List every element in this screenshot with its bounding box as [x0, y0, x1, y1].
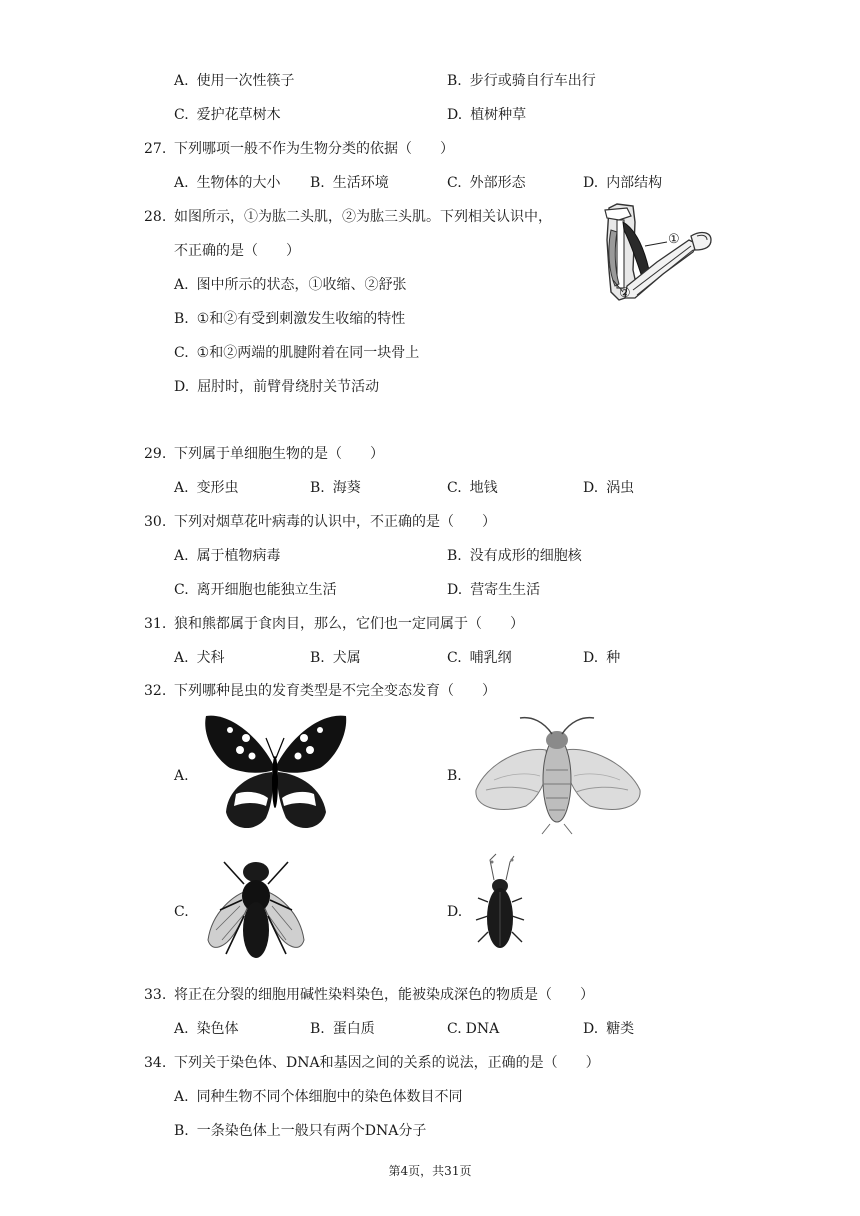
q34-option-b: B. 一条染色体上一般只有两个DNA分子: [174, 1123, 427, 1139]
q30-option-b: B. 没有成形的细胞核: [447, 548, 582, 564]
fly-image: [200, 850, 312, 968]
q31-option-b: B. 犬属: [310, 650, 361, 666]
q31-option-c: C. 哺乳纲: [447, 650, 512, 666]
q31-option-d: D. 种: [583, 650, 621, 666]
q30-option-c: C. 离开细胞也能独立生活: [174, 582, 337, 598]
q28-number: 28.: [144, 209, 167, 225]
q26-option-b: B. 步行或骑自行车出行: [447, 73, 596, 89]
q28-option-b: B. ①和②有受到刺激发生收缩的特性: [174, 311, 406, 327]
q29-option-a: A. 变形虫: [174, 480, 239, 496]
q33-option-d: D. 糖类: [583, 1021, 635, 1037]
page-footer: 第4页，共31页: [388, 1164, 472, 1178]
q27-text: 下列哪项一般不作为生物分类的依据（ ）: [174, 141, 454, 157]
arm-muscle-figure: [597, 200, 715, 306]
q32-number: 32.: [144, 683, 167, 699]
q33-option-a: A. 染色体: [174, 1021, 239, 1037]
q26-option-d: D. 植树种草: [447, 107, 527, 123]
figure-label-2: ②: [619, 286, 631, 301]
q32-option-d-label: D.: [447, 904, 463, 920]
q32-text: 下列哪种昆虫的发育类型是不完全变态发育（ ）: [174, 683, 496, 699]
q33-option-c: C. DNA: [447, 1021, 500, 1037]
q27-option-a: A. 生物体的大小: [174, 175, 281, 191]
q29-number: 29.: [144, 446, 167, 462]
q30-text: 下列对烟草花叶病毒的认识中，不正确的是（ ）: [174, 514, 496, 530]
q26-option-c: C. 爱护花草树木: [174, 107, 281, 123]
q29-option-d: D. 涡虫: [583, 480, 635, 496]
q31-number: 31.: [144, 616, 167, 632]
q34-number: 34.: [144, 1055, 167, 1071]
q32-option-a-label: A.: [174, 768, 189, 784]
q27-option-c: C. 外部形态: [447, 175, 526, 191]
q32-option-b-label: B.: [447, 768, 462, 784]
q31-text: 狼和熊都属于食肉目，那么，它们也一定同属于（ ）: [174, 616, 524, 632]
q28-text-line1: 如图所示，①为肱二头肌，②为肱三头肌。下列相关认识中，: [174, 209, 552, 225]
moth-image: [472, 710, 644, 838]
q26-option-a: A. 使用一次性筷子: [174, 73, 295, 89]
q34-option-a: A. 同种生物不同个体细胞中的染色体数目不同: [174, 1089, 463, 1105]
q31-option-a: A. 犬科: [174, 650, 225, 666]
figure-label-1: ①: [668, 232, 680, 247]
q34-text: 下列关于染色体、DNA和基因之间的关系的说法，正确的是（ ）: [174, 1055, 600, 1071]
q28-option-a: A. 图中所示的状态，①收缩、②舒张: [174, 277, 407, 293]
q27-option-d: D. 内部结构: [583, 175, 663, 191]
q27-option-b: B. 生活环境: [310, 175, 389, 191]
q33-number: 33.: [144, 987, 167, 1003]
butterfly-image: [200, 708, 350, 838]
q28-text-line2: 不正确的是（ ）: [174, 243, 300, 259]
q29-text: 下列属于单细胞生物的是（ ）: [174, 446, 384, 462]
q33-text: 将正在分裂的细胞用碱性染料染色，能被染成深色的物质是（ ）: [174, 987, 594, 1003]
q29-option-b: B. 海葵: [310, 480, 361, 496]
beetle-image: [474, 852, 526, 964]
q30-option-a: A. 属于植物病毒: [174, 548, 281, 564]
q28-option-d: D. 屈肘时，前臂骨绕肘关节活动: [174, 379, 380, 395]
q29-option-c: C. 地钱: [447, 480, 498, 496]
q33-option-b: B. 蛋白质: [310, 1021, 375, 1037]
q32-option-c-label: C.: [174, 904, 189, 920]
q28-option-c: C. ①和②两端的肌腱附着在同一块骨上: [174, 345, 420, 361]
q30-number: 30.: [144, 514, 167, 530]
q27-number: 27.: [144, 141, 167, 157]
q30-option-d: D. 营寄生生活: [447, 582, 541, 598]
